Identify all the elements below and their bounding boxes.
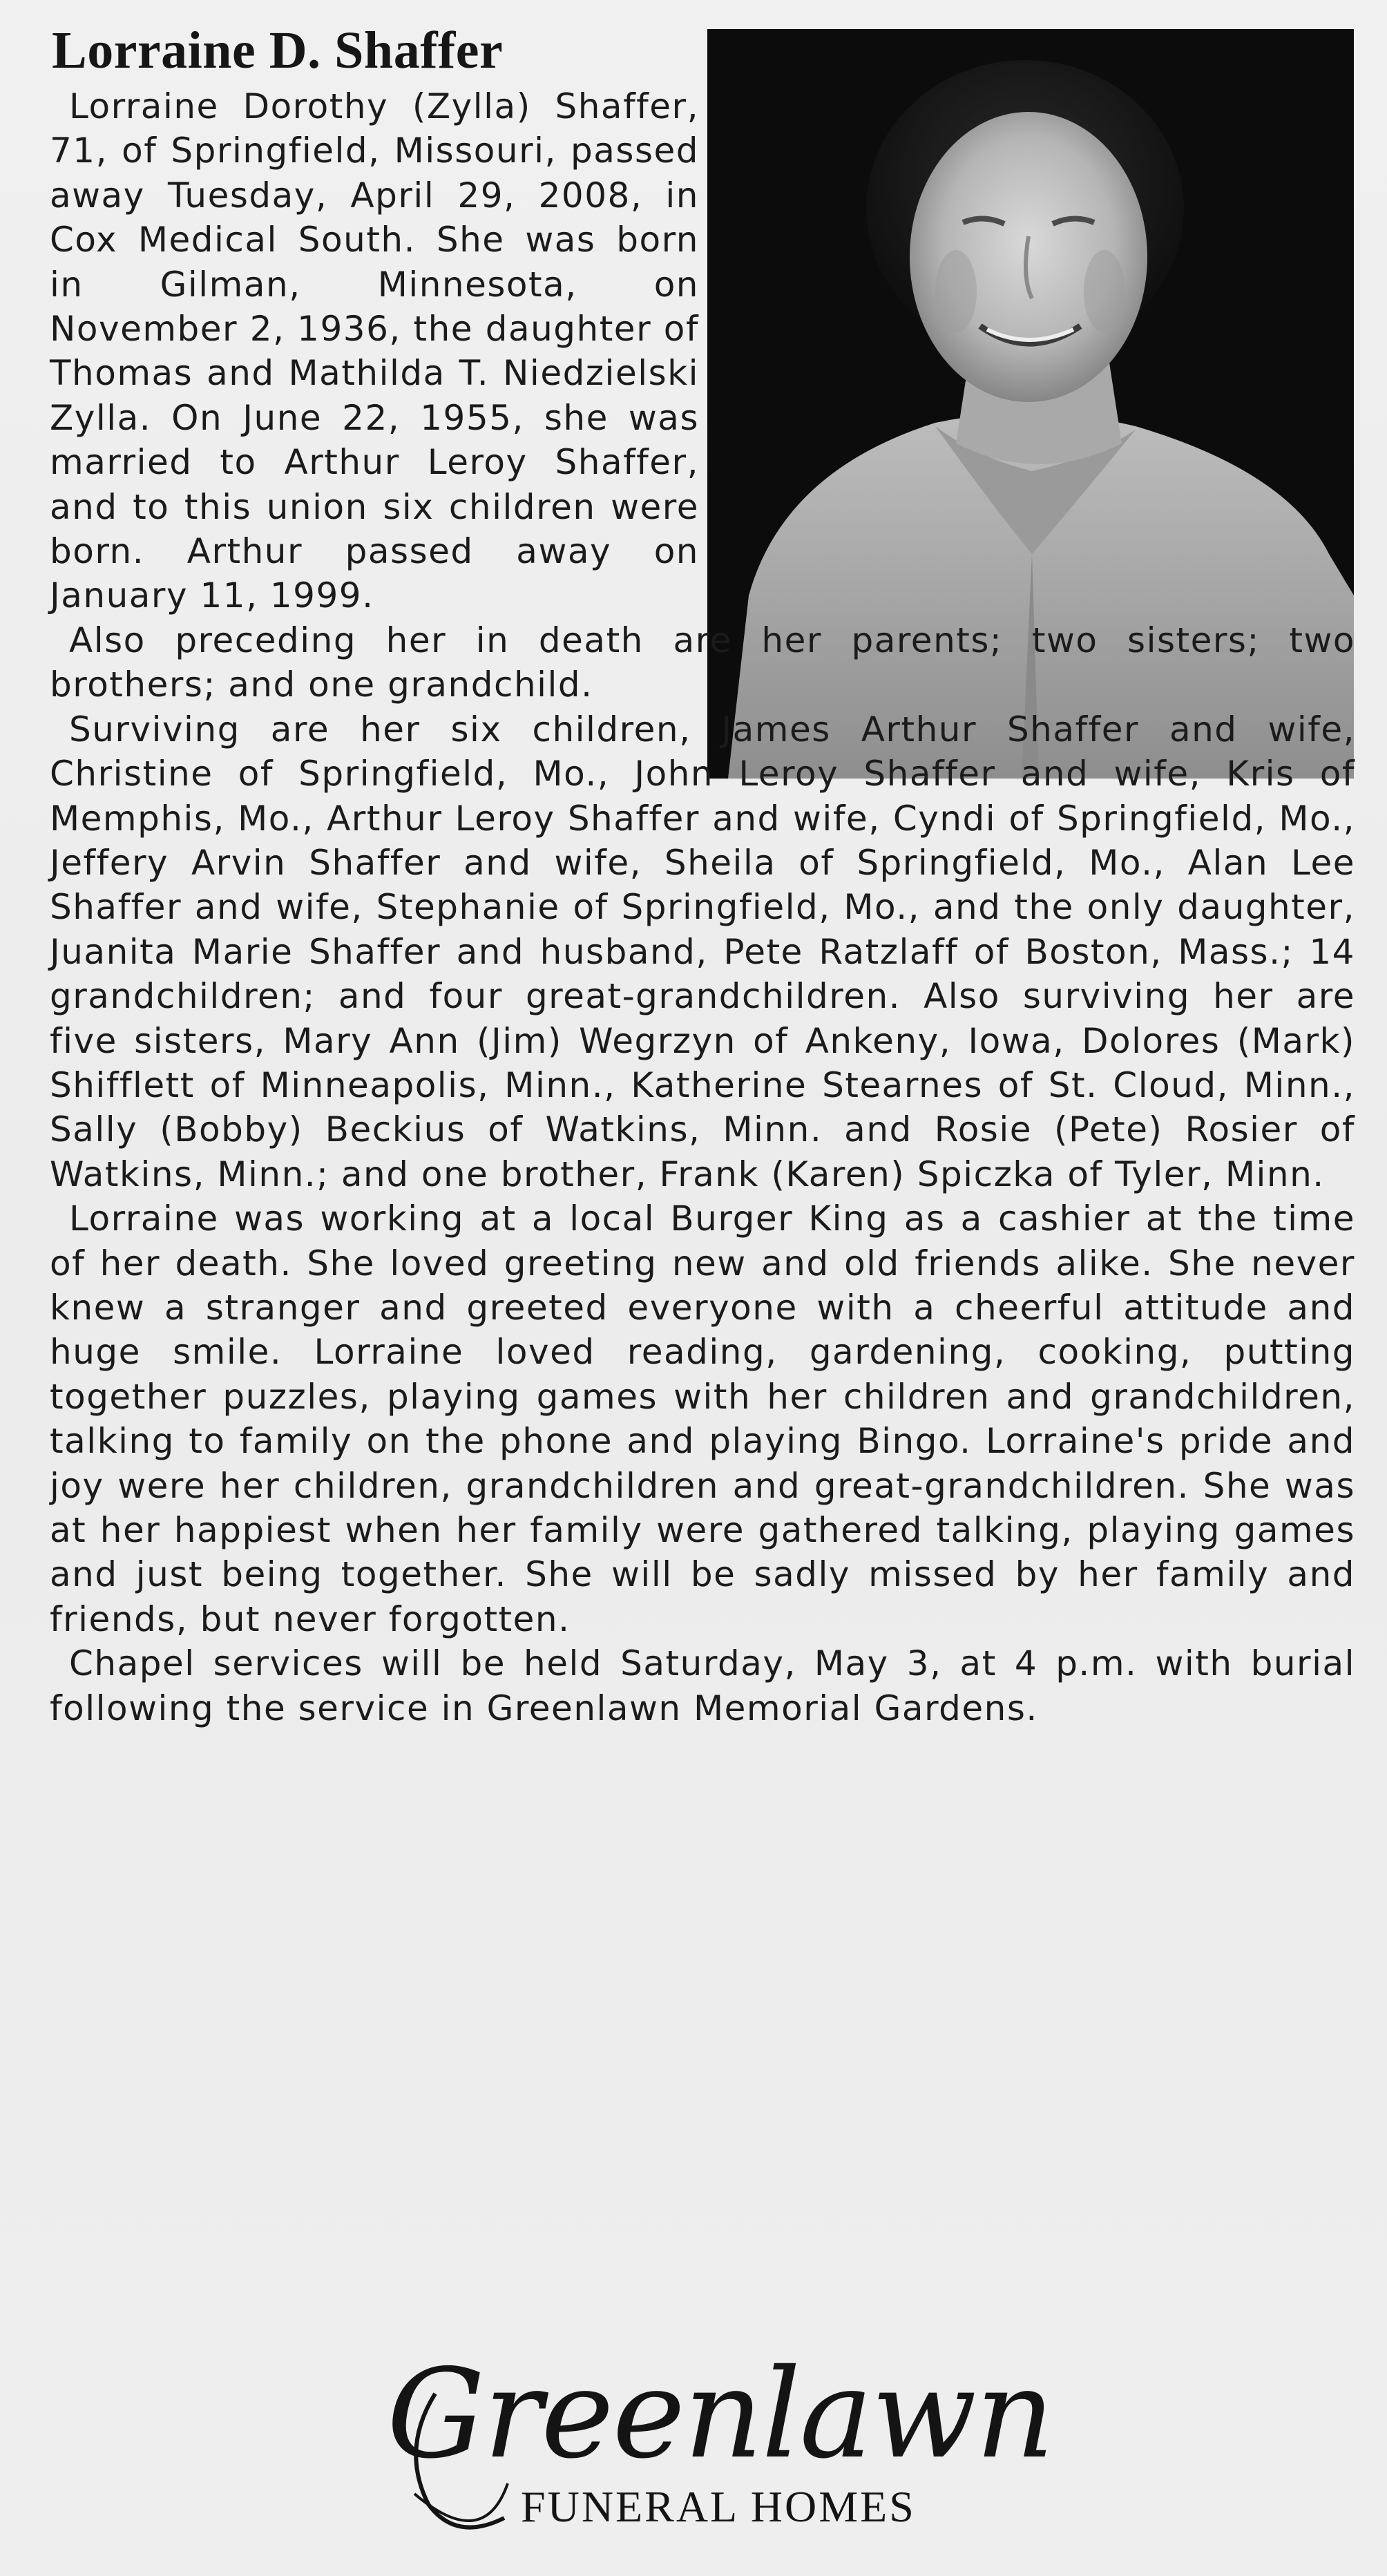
obituary-headline: Lorraine D. Shaffer — [52, 21, 504, 79]
funeral-home-logo — [387, 2343, 1053, 2546]
funeral-home-name-sub: FUNERAL HOMES — [521, 2482, 916, 2531]
obituary-paragraph-1: Lorraine Dorothy (Zylla) Shaffer, 71, of Springfield, Missouri, passed away Tuesday, April 29, 2008, in Cox Medical South. She was born in Gilman, Minnesota, on November 2, 1936, the daughter of Thomas and Mathilda T. Niedzielski Zylla. On June 22, 1955, she was married to Arthur Leroy Shaffer, and to this union six children were born. Arthur passed away on January 11, 1999. — [50, 86, 699, 616]
obituary-body — [50, 84, 1355, 1730]
obituary-paragraph-5: Chapel services will be held Saturday, May 3, at 4 p.m. with burial following the service in Greenlawn Memorial Gardens. — [50, 1643, 1355, 1728]
obituary-paragraph-3: Surviving are her six children, James Arthur Shaffer and wife, Christine of Springfield, Mo., John Leroy Shaffer and wife, Kris of Memphis, Mo., Arthur Leroy Shaffer and wife, Cyndi of Springfield, Mo., Jeffery Arvin Shaffer and wife, Sheila of Springfield, Mo., Alan Lee Shaffer and wife, Stephanie of Springfield, Mo., and the only daughter, Juanita Marie Shaffer and husband, Pete Ratzlaff of Boston, Mass.; 14 grandchildren; and four great-grandchildren. Also surviving her are five sisters, Mary Ann (Jim) Wegrzyn of Ankeny, Iowa, Dolores (Mark) Shifflett of Minneapolis, Minn., Katherine Stearnes of St. Cloud, Minn., Sally (Bobby) Beckius of Watkins, Minn. and Rosie (Pete) Rosier of Watkins, Minn.; and one brother, Frank (Karen) Spiczka of Tyler, Minn. — [50, 709, 1355, 1194]
obituary-paragraph-2: Also preceding her in death are her parents; two sisters; two brothers; and one grandchild. — [50, 620, 1355, 705]
funeral-home-name-script: Greenlawn — [387, 2343, 1053, 2486]
obituary-paragraph-4: Lorraine was working at a local Burger King as a cashier at the time of her death. She loved greeting new and old friends alike. She never knew a stranger and greeted everyone with a cheerful attitude and huge smile. Lorraine loved reading, gardening, cooking, putting together puzzles, playing games with her children and grandchildren, talking to family on the phone and playing Bingo. Lorraine's pride and joy were her children, grandchildren and great-grandchildren. She was at her happiest when her family were gathered talking, playing games and just being together. She will be sadly missed by her family and friends, but never forgotten. — [50, 1199, 1355, 1639]
